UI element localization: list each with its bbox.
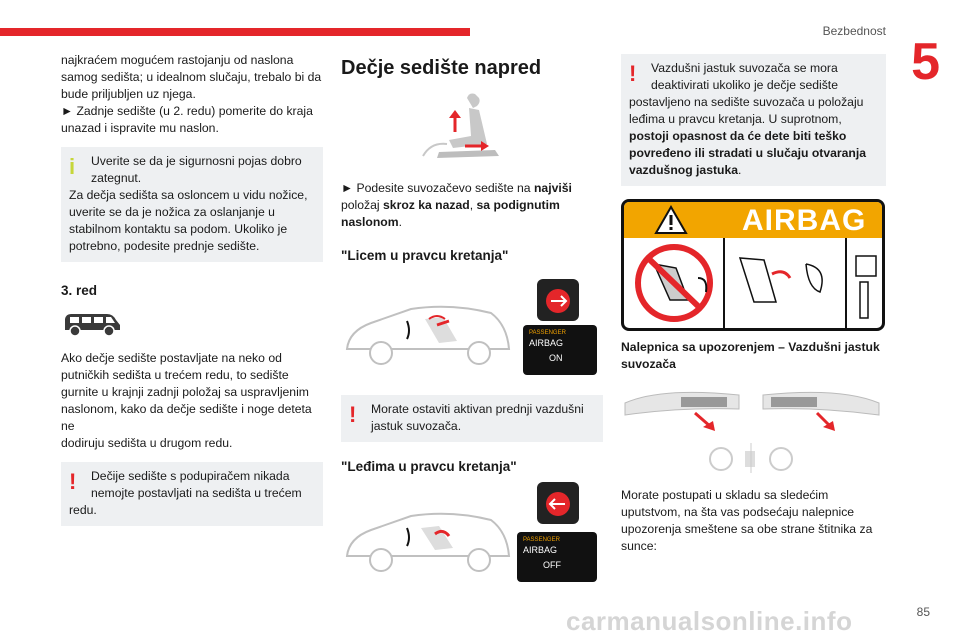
sticker-caption <box>621 339 886 373</box>
final-line: Morate postupati u skladu sa sledećim <box>621 488 829 502</box>
intro-line: samog sedišta; u idealnom slučaju, trebalo bi da <box>61 70 322 84</box>
airbag-warning-sticker <box>621 199 885 331</box>
warning-bold-line: vazdušnog jastuka <box>629 163 739 177</box>
info-line: uverite se da je nožica za oslanjanje u <box>69 205 275 219</box>
info-icon: i <box>69 154 76 179</box>
warning-icon: ! <box>629 61 637 86</box>
intro-line: najkraćem mogućem rastojanju od naslona <box>61 53 294 67</box>
airbag-warning-box: ! Vazdušni jastuk suvozača se mora deaktivirati ukoliko je dečje sedište postavljeno na sedište suvozača u položaju leđima u pravcu kretanja. U suprotnom, postoji opasnost da će dete biti teško povređeno ili stradati u slučaju otvaranja vazdušnog jastuka. <box>621 54 886 186</box>
step-text: ► Podesite suvozačevo sedište na najviši <box>341 181 572 195</box>
rear-heading: "Leđima u pravcu kretanja" <box>341 459 517 474</box>
warning-line: deaktivirati ukoliko je dečje sedište <box>651 78 838 92</box>
chapter-number: 5 <box>911 33 940 91</box>
van-icon <box>61 310 123 338</box>
final-line: upozorenja smeštene sa obe strane štitnika za <box>621 522 873 536</box>
airbag-switch-on-icon <box>537 279 579 321</box>
row3-line: Ako dečje sedište postavljate na neko od <box>61 351 282 365</box>
final-line: sunce: <box>621 539 657 553</box>
warning-icon: ! <box>69 469 77 494</box>
step-line: unazad i ispravite mu naslon. <box>61 121 219 135</box>
step-line: ► Zadnje sedište (u 2. redu) pomerite do kraja <box>61 104 313 118</box>
info-line: Za dečja sedišta sa osloncem u vidu nožice, <box>69 188 308 202</box>
step-text: naslonom. <box>341 215 402 229</box>
rear-facing-figure <box>341 482 603 592</box>
forward-facing-figure <box>341 271 603 381</box>
step-text: položaj skroz ka nazad, sa podignutim <box>341 198 560 212</box>
caption-line: Nalepnica sa upozorenjem – Vazdušni jastuk <box>621 340 880 354</box>
passenger-airbag-on-label: PASSENGER AIRBAG ON <box>523 325 597 375</box>
warning-line: jastuk suvozača. <box>371 419 462 433</box>
watermark: carmanualsonline.info <box>566 606 853 636</box>
passenger-airbag-off-label: PASSENGER AIRBAG OFF <box>517 532 597 582</box>
intro-line: bude priljubljen uz njega. <box>61 87 196 101</box>
caption-line: suvozača <box>621 357 676 371</box>
final-instructions <box>621 487 886 555</box>
row3-line: naslonom, kako da dečje sedište i noge deteta ne <box>61 402 312 433</box>
column-right <box>621 52 886 555</box>
sun-visor-labels-figure <box>621 383 885 475</box>
warning-bold-line: povređeno ili stradati u slučaju otvaranja <box>629 146 867 160</box>
airbag-word: AIRBAG <box>742 204 867 237</box>
row3-line: putničkih sedišta u trećem redu, to sedište <box>61 368 289 382</box>
final-line: uputstvom, na šta vas podsećaju nalepnice <box>621 505 855 519</box>
airbag-switch-off-icon <box>537 482 579 524</box>
page-number: 85 <box>916 605 930 619</box>
seat-adjust-icon <box>409 90 519 164</box>
row3-heading: 3. red <box>61 283 98 298</box>
warning-line: Dečije sedište s podupiračem nikada <box>91 469 290 483</box>
info-line: Uverite se da je sigurnosni pojas dobro <box>91 154 302 168</box>
chapter-title: Bezbednost <box>822 24 886 38</box>
warning-line: Morate ostaviti aktivan prednji vazdušni <box>371 402 584 416</box>
info-line: potrebno, podesite prednje sedište. <box>69 239 260 253</box>
forward-heading: "Licem u pravcu kretanja" <box>341 248 509 263</box>
column-middle <box>341 52 603 592</box>
warning-line: redu. <box>69 503 97 517</box>
info-line: zategnut. <box>91 171 142 185</box>
sticker-pictograms <box>624 238 882 328</box>
warning-icon: ! <box>349 402 357 427</box>
warning-box <box>61 462 323 526</box>
section-title: Dečje sedište napred <box>341 57 542 79</box>
warning-line: Vazdušni jastuk suvozača se mora <box>651 61 838 75</box>
row3-line: dodiruju sedišta u drugom redu. <box>61 436 233 450</box>
warning-line: nemojte postavljati na sedišta u trećem <box>91 486 302 500</box>
forward-warning-box <box>341 395 603 442</box>
row3-line: gurnite u krajnji zadnji položaj sa uspravljenim <box>61 385 309 399</box>
info-box <box>61 147 323 262</box>
warning-line: leđima u pravcu kretanja. U suprotnom, <box>629 112 842 126</box>
warning-line: postavljeno na sedište suvozača u položaju <box>629 95 864 109</box>
header-accent-bar <box>0 28 470 36</box>
car-rear-facing-icon <box>341 502 517 582</box>
warning-triangle-icon <box>654 205 688 235</box>
column-left <box>61 52 323 526</box>
info-line: stabilnom kontaktu sa podom. Ukoliko je <box>69 222 288 236</box>
car-forward-icon <box>341 295 517 375</box>
warning-bold-line: postoji opasnost da će dete biti teško <box>629 129 847 143</box>
sticker-header <box>624 202 882 238</box>
